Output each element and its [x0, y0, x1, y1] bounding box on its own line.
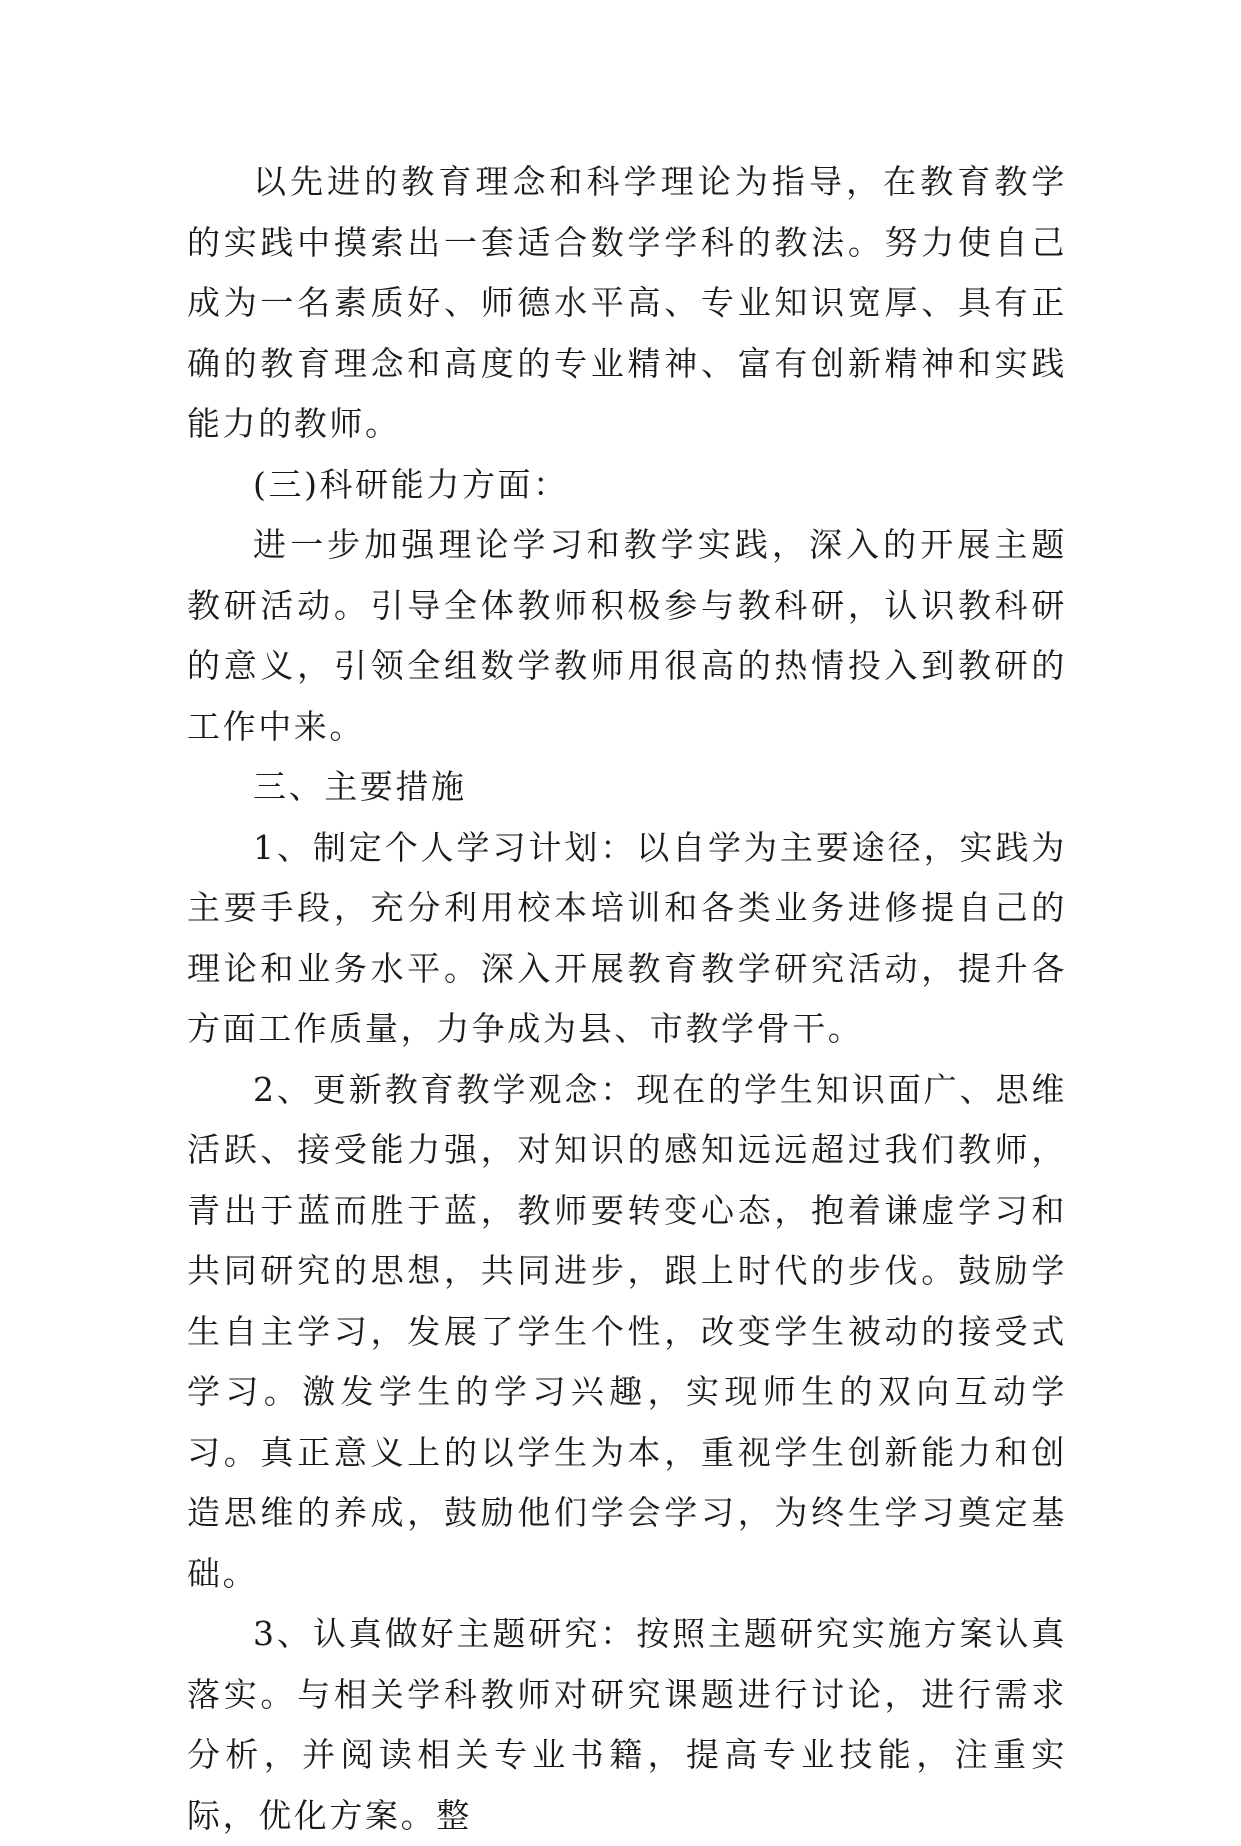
heading-research-ability: (三)科研能力方面：: [253, 464, 569, 504]
document-body: [187, 152, 1067, 1846]
paragraph-measure-2: 2、更新教育教学观念：现在的学生知识面广、思维活跃、接受能力强，对知识的感知远远超过我们教师，青出于蓝而胜于蓝，教师要转变心态，抱着谦虚学习和共同研究的思想，共同进步，跟上时代的步伐。鼓励学生自主学习，发展了学生个性，改变学生被动的接受式学习。激发学生的学习兴趣，实现师生的双向互动学习。真正意义上的以学生为本，重视学生创新能力和创造思维的养成，鼓励他们学会学习，为终生学习奠定基础。: [187, 1069, 1067, 1593]
paragraph-measure-1: 1、制定个人学习计划：以自学为主要途径，实践为主要手段，充分利用校本培训和各类业务进修提自己的理论和业务水平。深入开展教育教学研究活动，提升各方面工作质量，力争成为县、市教学骨干。: [187, 827, 1067, 1048]
paragraph-teaching-philosophy: 以先进的教育理念和科学理论为指导，在教育教学的实践中摸索出一套适合数学学科的教法。努力使自己成为一名素质好、师德水平高、专业知识宽厚、具有正确的教育理念和高度的专业精神、富有创新精神和实践能力的教师。: [187, 162, 1067, 443]
heading-main-measures: 三、主要措施: [253, 767, 467, 806]
paragraph-research-ability: 进一步加强理论学习和教学实践，深入的开展主题教研活动。引导全体教师积极参与教科研，认识教科研的意义，引领全组数学教师用很高的热情投入到教研的工作中来。: [187, 525, 1067, 746]
paragraph-measure-3: 3、认真做好主题研究：按照主题研究实施方案认真落实。与相关学科教师对研究课题进行讨论，进行需求分析，并阅读相关专业书籍，提高专业技能，注重实际，优化方案。整: [187, 1614, 1067, 1835]
